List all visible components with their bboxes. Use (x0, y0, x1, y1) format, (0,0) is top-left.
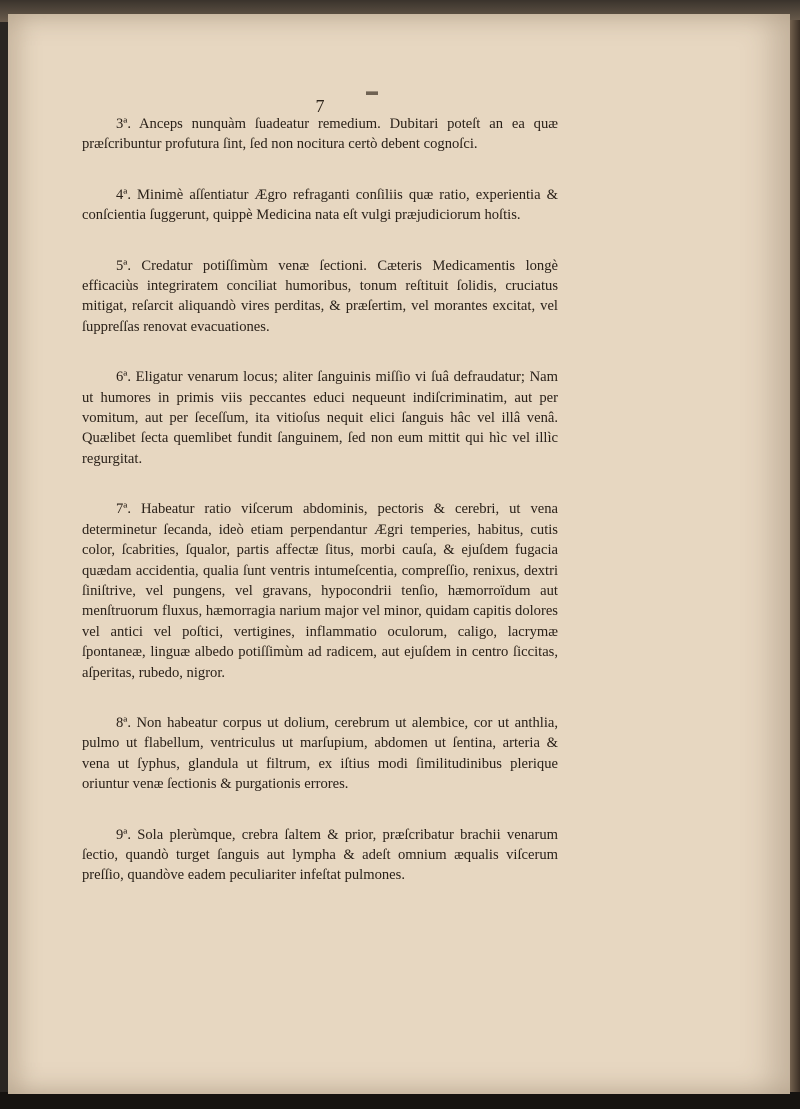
ink-speck: ▬ (366, 84, 378, 98)
main-text (82, 114, 558, 886)
page-number: 7 (315, 96, 325, 116)
paragraph-5: 5ª. Credatur potiſſimùm venæ ſectioni. Cæteris Medicamentis longè efficaciùs integriratem conciliat humoribus, tonum reſtituit ſolidis, cruciatus mitigat, reſarcit aliquandò vires perditas, & præſertim, vel morantes excitat, vel ſuppreſſas renovat evacuationes. (82, 257, 558, 335)
paragraph-8: 8ª. Non habeatur corpus ut dolium, cerebrum ut alembice, cor ut anthlia, pulmo ut flabellum, ventriculus ut marſupium, abdomen ut ſentina, arteria & vena ut ſyphus, glandula ut filtrum, ex iſtius modi ſimilitudinibus plerique oriuntur venæ ſectionis & purgationis errores. (82, 714, 558, 793)
book-bottom-edge (0, 1092, 800, 1109)
paragraph-3: 3ª. Anceps nunquàm ſuadeatur remedium. Dubitari poteſt an ea quæ præſcribuntur profutura ſint, ſed non nocitura certò debent cognoſci. (82, 116, 558, 153)
paragraph-6: 6ª. Eligatur venarum locus; aliter ſanguinis miſſio vi ſuâ defraudatur; Nam ut humores in primis viis peccantes educi nequeunt indiſcriminatim, aut per vomitum, aut per ſeceſſum, ita vitioſus nequit elici ſanguis hâc vel illâ venâ. Quælibet ſecta quemlibet fundit ſanguinem, ſed non eum mittit qui hìc vel illìc regurgitat. (82, 369, 558, 467)
paragraph-4: 4ª. Minimè aſſentiatur Ægro refraganti conſiliis quæ ratio, experientia & conſcientia ſuggerunt, quippè Medicina nata eſt vulgi præjudiciorum hoſtis. (82, 186, 558, 224)
paragraph-7: 7ª. Habeatur ratio viſcerum abdominis, pectoris & cerebri, ut vena determinetur ſecanda, ideò etiam perpendantur Ægri temperies, habitus, cutis color, ſcabrities, ſqualor, partis affectæ ſitus, morbi cauſa, & ejuſdem fugacia quædam accidentia, qualia ſunt ventris intumeſcentia, compreſſio, renixus, dextri ſiniſtrive, vel pungens, vel gravans, hypocondrii tenſio, hæmorroïdum aut menſtruorum fluxus, hæmorragia narium major vel minor, quidam capitis dolores vel antici vel poſtici, vertigines, inflammatio oculorum, caligo, lacrymæ ſpontaneæ, linguæ albedo potiſſimùm ad radicem, aut ejuſdem in centro ſiccitas, aſperitas, rubedo, nigror. (82, 501, 558, 681)
paragraph-9: 9ª. Sola plerùmque, crebra ſaltem & prior, præſcribatur brachii venarum ſectio, quandò turget ſanguis aut lympha & adeſt omnium æqualis viſcerum preſſio, quandòve eadem peculiariter infeſtat pulmones. (82, 826, 558, 884)
